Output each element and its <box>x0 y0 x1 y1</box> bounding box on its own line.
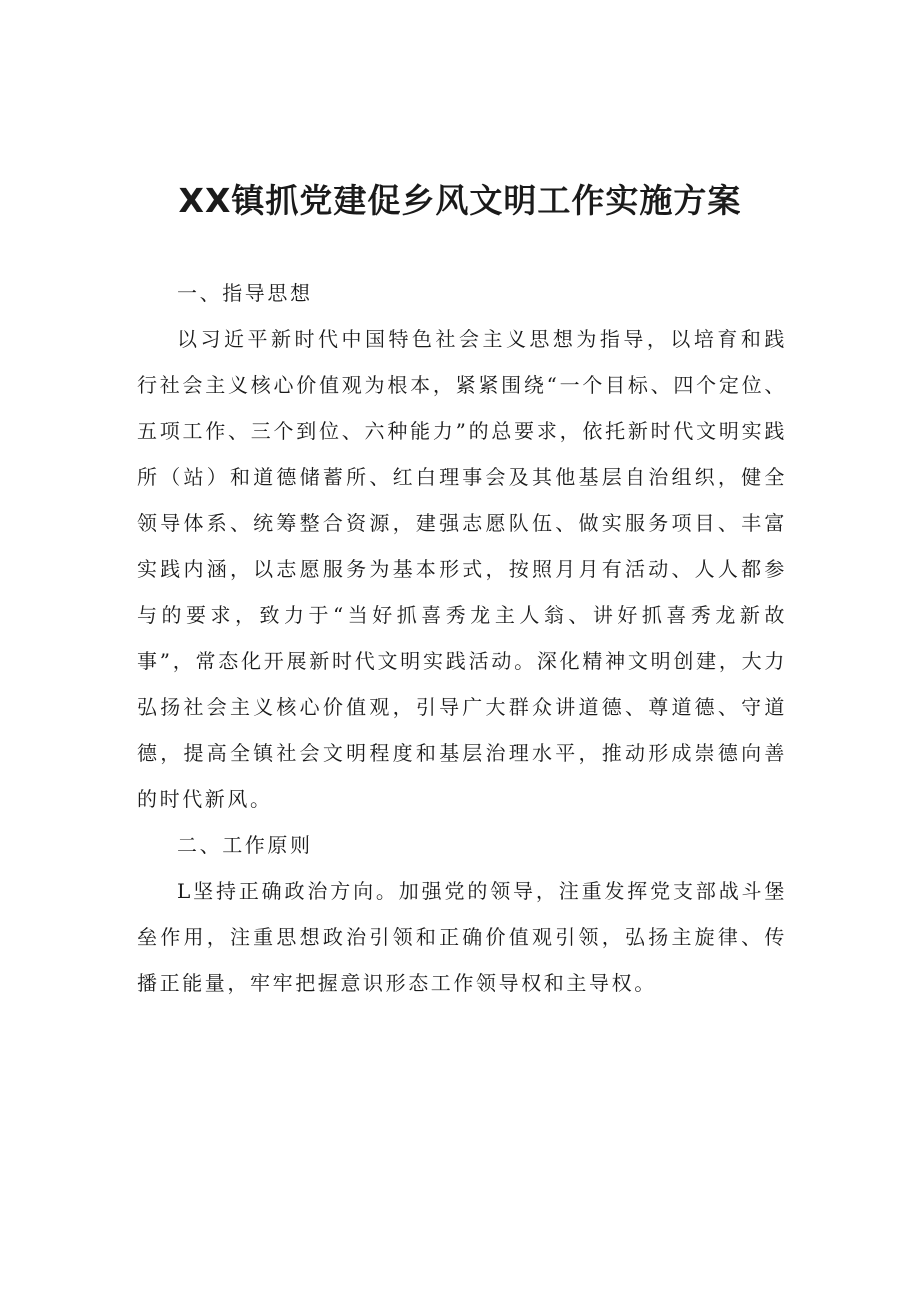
document-body <box>137 270 787 1006</box>
section-heading-guiding-ideology: 一、指导思想 <box>177 281 313 305</box>
paragraph-political-direction: L坚持正确政治方向。加强党的领导，注重发挥党支部战斗堡垒作用，注重思想政治引领和正确价值观引领，弘扬主旋律、传播正能量，牢牢把握意识形态工作领导权和主导权。 <box>137 879 787 995</box>
paragraph-guiding-ideology: 以习近平新时代中国特色社会主义思想为指导，以培育和践行社会主义核心价值观为根本，紧紧围绕“一个目标、四个定位、五项工作、三个到位、六种能力”的总要求，依托新时代文明实践所（站）和道德储蓄所、红白理事会及其他基层自治组织，健全领导体系、统筹整合资源，建强志愿队伍、做实服务项目、丰富实践内涵，以志愿服务为基本形式，按照月月有活动、人人都参与的要求，致力于“当好抓喜秀龙主人翁、讲好抓喜秀龙新故事”，常态化开展新时代文明实践活动。深化精神文明创建，大力弘扬社会主义核心价值观，引导广大群众讲道德、尊道德、守道德，提高全镇社会文明程度和基层治理水平，推动形成崇德向善的时代新风。 <box>137 327 787 811</box>
section-heading-work-principles: 二、工作原则 <box>177 833 313 857</box>
document-title: XX镇抓党建促乡风文明工作实施方案 <box>178 181 742 220</box>
